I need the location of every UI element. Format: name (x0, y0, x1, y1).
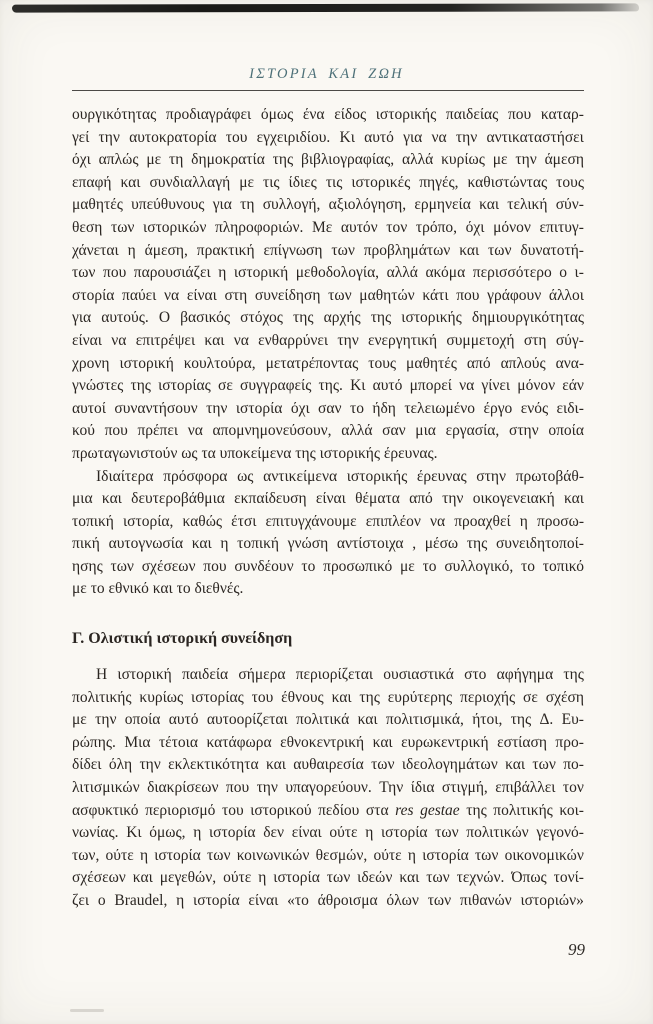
text-line: ρώπης. Μια τέτοια κατάφωρα εθνοκεντρική και ευρωκεντρική εστίαση προ- (72, 733, 584, 751)
text-line: μια και δευτεροβάθμια εκπαίδευση είναι θέματα από την οικογενειακή και (72, 490, 584, 508)
text-line: ουργικότητας προδιαγράφει όμως ένα είδος ιστορικής παιδείας που καταρ- (72, 106, 584, 123)
section-heading: Γ. Ολιστική ιστορική συνείδηση (72, 630, 293, 648)
text-line: μαθητές υπεύθυνους για τη συλλογή, αξιολόγηση, ερμηνεία και τελική σύν- (72, 196, 584, 214)
text-line: Ιδιαίτερα πρόσφορα ως αντικείμενα ιστορικής έρευνας στην πρωτοβάθ- (96, 467, 584, 485)
text-line: των που παρουσιάζει η ιστορική μεθοδολογία, αλλά ακόμα περισσότερο ο ι- (72, 264, 584, 282)
text-line: λιτισμικών διακρίσεων που την υπαγορεύουν. Την ίδια στιγμή, επιβάλλει τον (72, 779, 584, 797)
page-number: 99 (568, 940, 585, 959)
text-line: τοπική ιστορία, καθώς έτσι επιτυγχάνουμε επιπλέον να προαχθεί η προσω- (72, 512, 584, 530)
text-line: χάνεται η άμεση, πρακτική επίγνωση των προβλημάτων και των δυνατοτή- (72, 241, 584, 259)
paragraph (72, 664, 584, 913)
text-line: ζει ο Braudel, η ιστορία είναι «το άθροισμα όλων των πιθανών ιστοριών» (72, 892, 584, 909)
text-line: γεί την αυτοκρατορία του εγχειριδίου. Κι αυτό για να την αντικαταστήσει (72, 128, 584, 146)
text-line: ησης των σχέσεων που συνδέουν το προσωπικό με το συλλογικό, το τοπικό (72, 557, 584, 575)
text-line: είναι να επιτρέψει και να ενθαρρύνει την ενεργητική συμμετοχή στη σύγ- (72, 331, 584, 349)
text-line: πολιτικής κυρίως ιστορίας του έθνους και της ευρύτερης περιοχής σε σχέση (72, 688, 584, 706)
text-line: πρωταγωνιστούν ως τα υποκείμενα της ιστορικής έρευνας. (72, 444, 438, 462)
text-line: νωνίας. Κι όμως, η ιστορία δεν είναι ούτε η ιστορία των πολιτικών γεγονό- (72, 824, 584, 842)
text-line: κού που πρέπει να απομνημονεύσουν, αλλά σαν μια εργασία, στην οποία (72, 422, 584, 440)
text-line: όχι απλώς με τη δημοκρατία της βιβλιογραφίας, αλλά κυρίως με την άμεση (72, 151, 584, 169)
text-line: πική αυτογνωσία και η τοπική γνώση αντίστοιχα , μέσω της συνειδητοποί- (72, 535, 584, 553)
running-header: ΙΣΤΟΡΙΑ ΚΑΙ ΖΩΗ (249, 66, 404, 82)
paragraph (72, 466, 584, 602)
header-rule (72, 90, 584, 91)
text-line: Η ιστορική παιδεία σήμερα περιορίζεται ουσιαστικά στο αφήγημα της (96, 666, 584, 684)
scan-artifact-bottom (70, 1009, 104, 1012)
text-line: με το εθνικό και το διεθνές. (72, 580, 244, 598)
text-line: των, ούτε η ιστορία των κοινωνικών θεσμών, ούτε η ιστορία των οικονομικών (72, 846, 584, 864)
text-line: γνώστες της ιστορίας σε συγγραφείς της. Κι αυτό μπορεί να γίνει μόνον εάν (72, 377, 584, 395)
text-line: θεση των ιστορικών πληροφοριών. Με αυτόν τον τρόπο, όχι μόνον επιτυγ- (72, 218, 584, 236)
text-line: στορία παύει να είναι στη συνείδηση των μαθητών κάτι που γράφουν άλλοι (72, 286, 584, 304)
text-line: με την οποία αυτό αυτοορίζεται πολιτικά και πολιτισμικά, ήτοι, της Δ. Ευ- (72, 711, 584, 729)
scan-artifact-top (12, 3, 639, 12)
text-line: χρονη ιστορική κουλτούρα, μετατρέποντας τους μαθητές από απλούς ανα- (72, 354, 584, 372)
text-line: σχέσεων και μεγεθών, ούτε η ιστορία των ιδεών και των τεχνών. Όπως τονί- (72, 869, 584, 887)
text-line: ασφυκτικό περιορισμό του ιστορικού πεδίου στα res gestae της πολιτικής κοι- (72, 801, 584, 819)
text-line: αυτοί συναντήσουν την ιστορία όχι σαν το ήδη τελειωμένο έργο ενός ειδι- (72, 399, 584, 417)
paragraph (72, 104, 584, 466)
text-line: επαφή και συνδιαλλαγή με τις ίδιες τις ιστορικές πηγές, καθιστώντας τους (72, 173, 584, 191)
page-body (72, 104, 584, 913)
text-line: δίδει όλη την εκλεκτικότητα και αυθαιρεσία των ιδεολογημάτων και των πο- (72, 756, 584, 774)
text-line: για αυτούς. Ο βασικός στόχος της αρχής της ιστορικής δημιουργικότητας (72, 309, 584, 327)
